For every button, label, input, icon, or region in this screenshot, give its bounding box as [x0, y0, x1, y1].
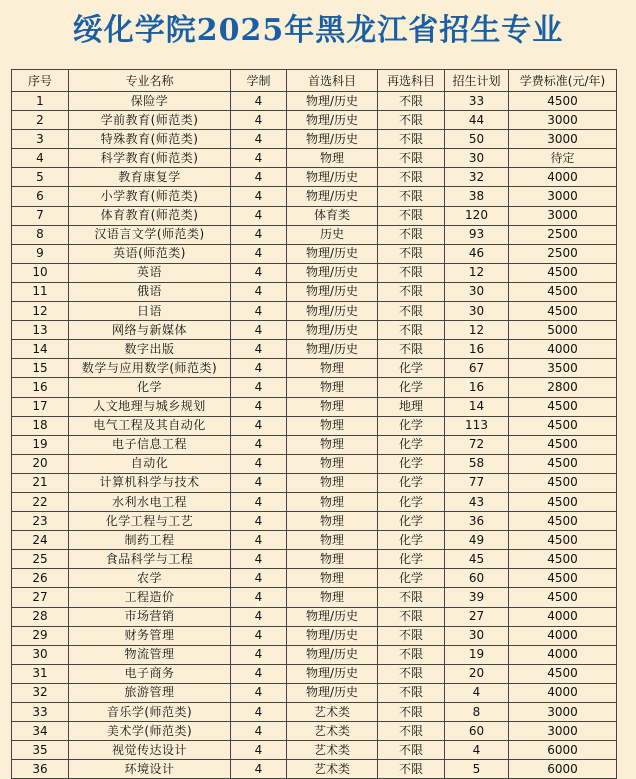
cell-years: 4 — [231, 359, 287, 378]
cell-first-subject: 艺术类 — [287, 722, 378, 741]
cell-major: 旅游管理 — [69, 683, 231, 702]
cell-quota: 60 — [445, 569, 509, 588]
cell-index: 5 — [12, 168, 69, 187]
cell-major: 计算机科学与技术 — [69, 473, 231, 492]
cell-second-subject: 化学 — [378, 531, 445, 550]
cell-quota: 20 — [445, 664, 509, 683]
cell-fee: 4500 — [509, 531, 617, 550]
table-row — [12, 588, 617, 607]
cell-years: 4 — [231, 225, 287, 244]
cell-fee: 3500 — [509, 359, 617, 378]
cell-quota: 60 — [445, 722, 509, 741]
cell-index: 11 — [12, 282, 69, 301]
cell-index: 21 — [12, 473, 69, 492]
header-row — [12, 70, 617, 92]
table-row — [12, 741, 617, 760]
cell-major: 体育教育(师范类) — [69, 206, 231, 225]
cell-quota: 43 — [445, 492, 509, 511]
cell-quota: 67 — [445, 359, 509, 378]
cell-fee: 4500 — [509, 492, 617, 511]
table-row — [12, 149, 617, 168]
cell-second-subject: 不限 — [378, 168, 445, 187]
cell-quota: 30 — [445, 282, 509, 301]
cell-years: 4 — [231, 302, 287, 321]
cell-major: 数字出版 — [69, 340, 231, 359]
cell-years: 4 — [231, 168, 287, 187]
cell-years: 4 — [231, 206, 287, 225]
cell-major: 科学教育(师范类) — [69, 149, 231, 168]
cell-first-subject: 物理/历史 — [287, 607, 378, 626]
cell-quota: 19 — [445, 645, 509, 664]
cell-quota: 8 — [445, 703, 509, 722]
table-row — [12, 512, 617, 531]
cell-quota: 4 — [445, 741, 509, 760]
cell-fee: 3000 — [509, 111, 617, 130]
cell-fee: 4000 — [509, 683, 617, 702]
cell-index: 35 — [12, 741, 69, 760]
cell-quota: 16 — [445, 340, 509, 359]
table-row — [12, 225, 617, 244]
cell-first-subject: 物理/历史 — [287, 340, 378, 359]
table-row — [12, 187, 617, 206]
cell-index: 6 — [12, 187, 69, 206]
cell-years: 4 — [231, 378, 287, 397]
cell-second-subject: 不限 — [378, 722, 445, 741]
cell-second-subject: 不限 — [378, 703, 445, 722]
cell-years: 4 — [231, 454, 287, 473]
table-row — [12, 703, 617, 722]
cell-index: 15 — [12, 359, 69, 378]
cell-quota: 33 — [445, 92, 509, 111]
cell-years: 4 — [231, 111, 287, 130]
cell-quota: 44 — [445, 111, 509, 130]
cell-fee: 4500 — [509, 282, 617, 301]
col-header-index: 序号 — [12, 70, 69, 92]
cell-index: 25 — [12, 550, 69, 569]
cell-years: 4 — [231, 531, 287, 550]
cell-index: 26 — [12, 569, 69, 588]
cell-fee: 4500 — [509, 512, 617, 531]
cell-years: 4 — [231, 492, 287, 511]
cell-index: 2 — [12, 111, 69, 130]
cell-first-subject: 物理/历史 — [287, 111, 378, 130]
cell-first-subject: 物理 — [287, 149, 378, 168]
cell-quota: 27 — [445, 607, 509, 626]
table-row — [12, 416, 617, 435]
cell-second-subject: 不限 — [378, 760, 445, 779]
cell-fee: 2500 — [509, 225, 617, 244]
cell-second-subject: 不限 — [378, 302, 445, 321]
table-row — [12, 607, 617, 626]
cell-second-subject: 化学 — [378, 454, 445, 473]
cell-first-subject: 物理 — [287, 550, 378, 569]
cell-first-subject: 历史 — [287, 225, 378, 244]
cell-years: 4 — [231, 149, 287, 168]
cell-quota: 38 — [445, 187, 509, 206]
cell-major: 视觉传达设计 — [69, 741, 231, 760]
table-row — [12, 492, 617, 511]
table-row — [12, 569, 617, 588]
cell-major: 制药工程 — [69, 531, 231, 550]
cell-major: 俄语 — [69, 282, 231, 301]
cell-first-subject: 物理/历史 — [287, 187, 378, 206]
cell-major: 电子商务 — [69, 664, 231, 683]
enrollment-table — [11, 69, 617, 779]
cell-first-subject: 物理 — [287, 397, 378, 416]
cell-second-subject: 化学 — [378, 550, 445, 569]
cell-major: 特殊教育(师范类) — [69, 130, 231, 149]
cell-quota: 58 — [445, 454, 509, 473]
cell-fee: 4500 — [509, 454, 617, 473]
cell-years: 4 — [231, 130, 287, 149]
cell-second-subject: 化学 — [378, 473, 445, 492]
cell-second-subject: 不限 — [378, 282, 445, 301]
cell-years: 4 — [231, 321, 287, 340]
cell-second-subject: 化学 — [378, 492, 445, 511]
table-row — [12, 340, 617, 359]
cell-second-subject: 不限 — [378, 626, 445, 645]
cell-quota: 30 — [445, 302, 509, 321]
cell-fee: 4500 — [509, 302, 617, 321]
cell-major: 化学工程与工艺 — [69, 512, 231, 531]
cell-index: 7 — [12, 206, 69, 225]
cell-fee: 2500 — [509, 244, 617, 263]
cell-index: 32 — [12, 683, 69, 702]
cell-years: 4 — [231, 588, 287, 607]
cell-first-subject: 物理 — [287, 378, 378, 397]
cell-first-subject: 物理/历史 — [287, 244, 378, 263]
cell-fee: 4500 — [509, 550, 617, 569]
col-header-years: 学制 — [231, 70, 287, 92]
cell-first-subject: 物理 — [287, 416, 378, 435]
cell-index: 20 — [12, 454, 69, 473]
cell-quota: 50 — [445, 130, 509, 149]
table-row — [12, 645, 617, 664]
cell-second-subject: 化学 — [378, 435, 445, 454]
cell-first-subject: 物理/历史 — [287, 626, 378, 645]
cell-second-subject: 不限 — [378, 149, 445, 168]
cell-index: 4 — [12, 149, 69, 168]
cell-years: 4 — [231, 473, 287, 492]
cell-major: 农学 — [69, 569, 231, 588]
cell-second-subject: 不限 — [378, 187, 445, 206]
cell-fee: 4500 — [509, 397, 617, 416]
cell-years: 4 — [231, 760, 287, 779]
cell-major: 保险学 — [69, 92, 231, 111]
cell-years: 4 — [231, 244, 287, 263]
cell-second-subject: 不限 — [378, 111, 445, 130]
cell-fee: 4500 — [509, 435, 617, 454]
cell-first-subject: 艺术类 — [287, 703, 378, 722]
cell-first-subject: 物理 — [287, 569, 378, 588]
cell-first-subject: 物理 — [287, 588, 378, 607]
cell-first-subject: 物理/历史 — [287, 302, 378, 321]
cell-first-subject: 物理 — [287, 512, 378, 531]
cell-quota: 4 — [445, 683, 509, 702]
table-row — [12, 531, 617, 550]
cell-first-subject: 物理/历史 — [287, 645, 378, 664]
cell-major: 自动化 — [69, 454, 231, 473]
cell-first-subject: 物理/历史 — [287, 263, 378, 282]
cell-fee: 4000 — [509, 626, 617, 645]
cell-years: 4 — [231, 645, 287, 664]
col-header-quota: 招生计划 — [445, 70, 509, 92]
cell-quota: 77 — [445, 473, 509, 492]
cell-index: 28 — [12, 607, 69, 626]
cell-index: 13 — [12, 321, 69, 340]
cell-second-subject: 不限 — [378, 664, 445, 683]
cell-first-subject: 艺术类 — [287, 760, 378, 779]
cell-major: 市场营销 — [69, 607, 231, 626]
cell-years: 4 — [231, 703, 287, 722]
cell-second-subject: 不限 — [378, 225, 445, 244]
cell-first-subject: 物理/历史 — [287, 321, 378, 340]
cell-first-subject: 物理 — [287, 435, 378, 454]
cell-fee: 待定 — [509, 149, 617, 168]
cell-major: 物流管理 — [69, 645, 231, 664]
cell-index: 24 — [12, 531, 69, 550]
cell-quota: 12 — [445, 263, 509, 282]
cell-second-subject: 不限 — [378, 683, 445, 702]
cell-years: 4 — [231, 626, 287, 645]
cell-fee: 6000 — [509, 760, 617, 779]
table-row — [12, 435, 617, 454]
cell-index: 30 — [12, 645, 69, 664]
cell-second-subject: 不限 — [378, 206, 445, 225]
cell-quota: 30 — [445, 149, 509, 168]
cell-quota: 16 — [445, 378, 509, 397]
cell-major: 数学与应用数学(师范类) — [69, 359, 231, 378]
cell-index: 16 — [12, 378, 69, 397]
cell-quota: 113 — [445, 416, 509, 435]
cell-first-subject: 物理 — [287, 492, 378, 511]
cell-major: 音乐学(师范类) — [69, 703, 231, 722]
cell-years: 4 — [231, 664, 287, 683]
cell-quota: 30 — [445, 626, 509, 645]
cell-index: 19 — [12, 435, 69, 454]
cell-years: 4 — [231, 187, 287, 206]
cell-second-subject: 化学 — [378, 359, 445, 378]
cell-index: 33 — [12, 703, 69, 722]
table-row — [12, 378, 617, 397]
cell-major: 食品科学与工程 — [69, 550, 231, 569]
cell-index: 12 — [12, 302, 69, 321]
cell-quota: 36 — [445, 512, 509, 531]
cell-second-subject: 不限 — [378, 130, 445, 149]
table-row — [12, 244, 617, 263]
cell-index: 34 — [12, 722, 69, 741]
cell-major: 电气工程及其自动化 — [69, 416, 231, 435]
cell-years: 4 — [231, 683, 287, 702]
cell-major: 美术学(师范类) — [69, 722, 231, 741]
cell-quota: 39 — [445, 588, 509, 607]
cell-fee: 3000 — [509, 722, 617, 741]
table-row — [12, 111, 617, 130]
table-row — [12, 664, 617, 683]
table-row — [12, 454, 617, 473]
cell-years: 4 — [231, 416, 287, 435]
cell-first-subject: 物理/历史 — [287, 130, 378, 149]
cell-fee: 4500 — [509, 92, 617, 111]
cell-quota: 32 — [445, 168, 509, 187]
cell-index: 23 — [12, 512, 69, 531]
cell-first-subject: 物理 — [287, 473, 378, 492]
cell-major: 英语 — [69, 263, 231, 282]
table-body — [12, 92, 617, 779]
cell-index: 9 — [12, 244, 69, 263]
cell-second-subject: 不限 — [378, 741, 445, 760]
cell-years: 4 — [231, 397, 287, 416]
cell-first-subject: 物理/历史 — [287, 683, 378, 702]
page-title: 绥化学院2025年黑龙江省招生专业 — [72, 13, 564, 48]
table-row — [12, 206, 617, 225]
table-row — [12, 130, 617, 149]
cell-years: 4 — [231, 722, 287, 741]
cell-index: 29 — [12, 626, 69, 645]
cell-first-subject: 物理/历史 — [287, 92, 378, 111]
cell-quota: 14 — [445, 397, 509, 416]
cell-fee: 4000 — [509, 607, 617, 626]
cell-first-subject: 物理 — [287, 359, 378, 378]
cell-second-subject: 化学 — [378, 378, 445, 397]
cell-first-subject: 物理/历史 — [287, 282, 378, 301]
cell-second-subject: 化学 — [378, 416, 445, 435]
cell-second-subject: 不限 — [378, 321, 445, 340]
cell-major: 网络与新媒体 — [69, 321, 231, 340]
cell-fee: 5000 — [509, 321, 617, 340]
cell-years: 4 — [231, 92, 287, 111]
cell-fee: 4000 — [509, 340, 617, 359]
cell-quota: 5 — [445, 760, 509, 779]
table-row — [12, 302, 617, 321]
cell-major: 电子信息工程 — [69, 435, 231, 454]
table-row — [12, 626, 617, 645]
cell-quota: 72 — [445, 435, 509, 454]
cell-index: 10 — [12, 263, 69, 282]
cell-second-subject: 不限 — [378, 645, 445, 664]
cell-quota: 120 — [445, 206, 509, 225]
cell-first-subject: 物理/历史 — [287, 664, 378, 683]
cell-fee: 3000 — [509, 703, 617, 722]
cell-fee: 4500 — [509, 664, 617, 683]
cell-second-subject: 化学 — [378, 569, 445, 588]
cell-fee: 4000 — [509, 645, 617, 664]
cell-second-subject: 不限 — [378, 588, 445, 607]
cell-index: 14 — [12, 340, 69, 359]
cell-first-subject: 物理/历史 — [287, 168, 378, 187]
cell-fee: 4500 — [509, 416, 617, 435]
cell-major: 工程造价 — [69, 588, 231, 607]
cell-fee: 4500 — [509, 569, 617, 588]
cell-major: 水利水电工程 — [69, 492, 231, 511]
table-row — [12, 722, 617, 741]
cell-quota: 46 — [445, 244, 509, 263]
cell-fee: 4000 — [509, 168, 617, 187]
cell-index: 18 — [12, 416, 69, 435]
cell-years: 4 — [231, 550, 287, 569]
cell-fee: 2800 — [509, 378, 617, 397]
cell-quota: 45 — [445, 550, 509, 569]
cell-fee: 3000 — [509, 206, 617, 225]
cell-second-subject: 不限 — [378, 244, 445, 263]
cell-years: 4 — [231, 263, 287, 282]
cell-second-subject: 地理 — [378, 397, 445, 416]
cell-major: 环境设计 — [69, 760, 231, 779]
cell-major: 教育康复学 — [69, 168, 231, 187]
cell-second-subject: 不限 — [378, 92, 445, 111]
table-row — [12, 550, 617, 569]
cell-years: 4 — [231, 512, 287, 531]
cell-major: 化学 — [69, 378, 231, 397]
cell-index: 36 — [12, 760, 69, 779]
table-row — [12, 359, 617, 378]
cell-major: 学前教育(师范类) — [69, 111, 231, 130]
cell-second-subject: 不限 — [378, 340, 445, 359]
table-row — [12, 760, 617, 779]
cell-major: 小学教育(师范类) — [69, 187, 231, 206]
cell-index: 22 — [12, 492, 69, 511]
cell-quota: 12 — [445, 321, 509, 340]
cell-quota: 93 — [445, 225, 509, 244]
table-row — [12, 282, 617, 301]
cell-index: 31 — [12, 664, 69, 683]
cell-fee: 3000 — [509, 130, 617, 149]
cell-second-subject: 不限 — [378, 263, 445, 282]
cell-index: 1 — [12, 92, 69, 111]
cell-first-subject: 体育类 — [287, 206, 378, 225]
cell-index: 3 — [12, 130, 69, 149]
col-header-fee: 学费标准(元/年) — [509, 70, 617, 92]
cell-major: 人文地理与城乡规划 — [69, 397, 231, 416]
cell-quota: 49 — [445, 531, 509, 550]
table-row — [12, 92, 617, 111]
col-header-first-subject: 首选科目 — [287, 70, 378, 92]
table-row — [12, 397, 617, 416]
cell-fee: 4500 — [509, 473, 617, 492]
cell-second-subject: 不限 — [378, 607, 445, 626]
table-row — [12, 321, 617, 340]
table-row — [12, 473, 617, 492]
cell-first-subject: 艺术类 — [287, 741, 378, 760]
cell-major: 日语 — [69, 302, 231, 321]
cell-years: 4 — [231, 607, 287, 626]
cell-index: 27 — [12, 588, 69, 607]
col-header-second-subject: 再选科目 — [378, 70, 445, 92]
cell-years: 4 — [231, 340, 287, 359]
cell-major: 英语(师范类) — [69, 244, 231, 263]
cell-years: 4 — [231, 741, 287, 760]
cell-first-subject: 物理 — [287, 454, 378, 473]
cell-first-subject: 物理 — [287, 531, 378, 550]
cell-major: 汉语言文学(师范类) — [69, 225, 231, 244]
cell-index: 8 — [12, 225, 69, 244]
cell-second-subject: 化学 — [378, 512, 445, 531]
cell-years: 4 — [231, 435, 287, 454]
table-row — [12, 683, 617, 702]
table-row — [12, 168, 617, 187]
cell-years: 4 — [231, 569, 287, 588]
col-header-major: 专业名称 — [69, 70, 231, 92]
cell-index: 17 — [12, 397, 69, 416]
cell-fee: 3000 — [509, 187, 617, 206]
cell-years: 4 — [231, 282, 287, 301]
cell-major: 财务管理 — [69, 626, 231, 645]
cell-fee: 6000 — [509, 741, 617, 760]
cell-fee: 4500 — [509, 263, 617, 282]
table-row — [12, 263, 617, 282]
cell-fee: 4500 — [509, 588, 617, 607]
